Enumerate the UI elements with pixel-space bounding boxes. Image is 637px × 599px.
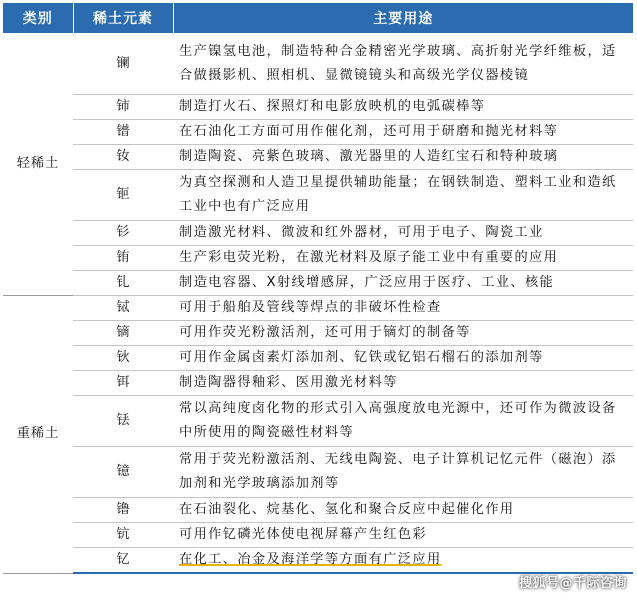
- table-row: [3, 498, 633, 523]
- element-cell: 铽: [73, 296, 173, 321]
- table-row: [3, 271, 633, 296]
- use-cell: [173, 548, 633, 574]
- use-cell: 常用于荧光粉激活剂、无线电陶瓷、电子计算机记忆元件（磁泡）添加剂和光学玻璃添加剂等: [173, 447, 633, 498]
- header-element: 稀土元素: [73, 3, 173, 33]
- element-cell: 铕: [73, 246, 173, 271]
- table-row: [3, 548, 633, 574]
- element-cell: 钐: [73, 221, 173, 246]
- use-cell: 制造激光材料、微波和红外器材，可用于电子、陶瓷工业: [173, 221, 633, 246]
- use-cell: 制造打火石、探照灯和电影放映机的电弧碳棒等: [173, 95, 633, 120]
- use-cell: 可用作钇磷光体使电视屏幕产生红色彩: [173, 523, 633, 548]
- use-cell: 可用于船舶及管线等焊点的非破坏性检查: [173, 296, 633, 321]
- table-row: [3, 120, 633, 145]
- element-cell: 镱: [73, 447, 173, 498]
- header-row: [3, 3, 633, 33]
- element-cell: 铒: [73, 371, 173, 396]
- element-cell: 钕: [73, 145, 173, 170]
- use-cell: 生产彩电荧光粉，在激光材料及原子能工业中有重要的应用: [173, 246, 633, 271]
- use-cell: 为真空探测和人造卫星提供辅助能量；在钢铁制造、塑料工业和造纸工业中也有广泛应用: [173, 170, 633, 221]
- use-text: 在化工、冶金及海洋学等方面有广泛应用: [179, 552, 442, 567]
- table-row: [3, 396, 633, 447]
- use-cell: 可用作金属卤素灯添加剂、钇铁或钇铝石榴石的添加剂等: [173, 346, 633, 371]
- use-cell: 生产镍氢电池，制造特种合金精密光学玻璃、高折射光学纤维板，适合做摄影机、照相机、显微镜镜头和高级光学仪器棱镜: [173, 33, 633, 95]
- table-row: [3, 371, 633, 396]
- table-row: [3, 170, 633, 221]
- element-cell: 钬: [73, 346, 173, 371]
- use-cell: 可用作荧光粉激活剂，还可用于镝灯的制备等: [173, 321, 633, 346]
- use-cell: 制造陶器得釉彩、医用激光材料等: [173, 371, 633, 396]
- element-cell: 镝: [73, 321, 173, 346]
- table-row: [3, 447, 633, 498]
- rare-earth-table: [3, 3, 633, 574]
- use-cell: 常以高纯度卤化物的形式引入高强度放电光源中，还可作为微波设备中所使用的陶瓷磁性材料等: [173, 396, 633, 447]
- table-row: [3, 321, 633, 346]
- category-heavy: 重稀土: [3, 296, 73, 574]
- table-row: [3, 33, 633, 95]
- use-cell: 在石油化工方面可用作催化剂，还可用于研磨和抛光材料等: [173, 120, 633, 145]
- use-cell: 制造电容器、X射线增感屏，广泛应用于医疗、工业、核能: [173, 271, 633, 296]
- table-row: [3, 296, 633, 321]
- watermark: [519, 572, 627, 591]
- table-row: [3, 145, 633, 170]
- element-cell: 铥: [73, 396, 173, 447]
- element-cell: 钇: [73, 548, 173, 574]
- element-cell: 镧: [73, 33, 173, 95]
- category-light: 轻稀土: [3, 33, 73, 296]
- element-cell: 钆: [73, 271, 173, 296]
- table-row: [3, 346, 633, 371]
- use-cell: 在石油裂化、烷基化、氢化和聚合反应中起催化作用: [173, 498, 633, 523]
- element-cell: 镨: [73, 120, 173, 145]
- table-row: [3, 523, 633, 548]
- header-category: 类别: [3, 3, 73, 33]
- element-cell: 镥: [73, 498, 173, 523]
- table-row: [3, 95, 633, 120]
- table-row: [3, 221, 633, 246]
- element-cell: 钪: [73, 523, 173, 548]
- element-cell: 钷: [73, 170, 173, 221]
- table-row: [3, 246, 633, 271]
- element-cell: 铈: [73, 95, 173, 120]
- watermark-text: 搜狐号@千际咨询: [518, 576, 627, 591]
- header-use: 主要用途: [173, 3, 633, 33]
- use-cell: 制造陶瓷、亮紫色玻璃、激光器里的人造红宝石和特种玻璃: [173, 145, 633, 170]
